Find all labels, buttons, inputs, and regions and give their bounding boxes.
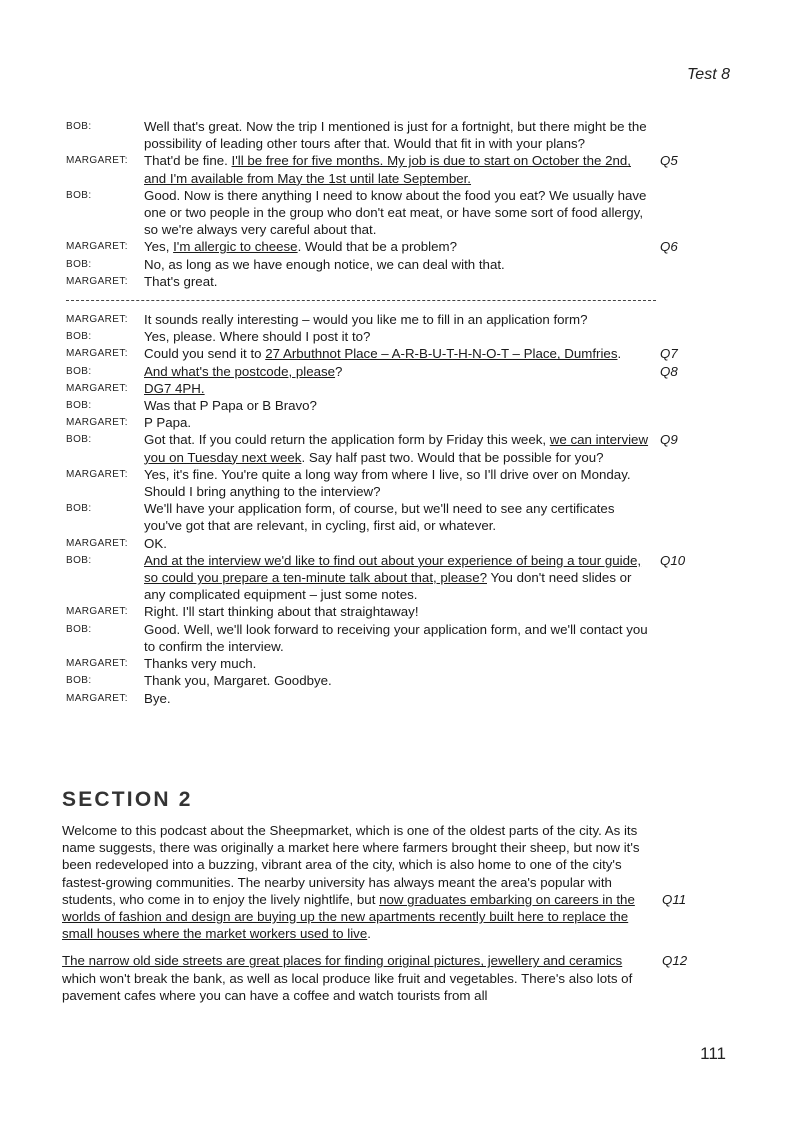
speaker-label: BOB:: [66, 189, 92, 201]
speaker-label: BOB:: [66, 365, 92, 377]
speech-block: [144, 397, 652, 414]
speech-text: You don't need slides or any complicated equipment – just some notes.: [144, 570, 632, 603]
dialogue-line: [66, 328, 736, 345]
dialogue-line: [66, 380, 736, 397]
speech-block: [144, 672, 652, 689]
section-body: [62, 822, 688, 1004]
speech-block: [144, 380, 652, 397]
speech-text: We'll have your application form, of course, but we'll need to see any certificates you've got that are relevant, in cycling, first aid, or whatever.: [144, 501, 615, 534]
speech-text: Thank you, Margaret. Goodbye.: [144, 673, 332, 689]
speech-block: [144, 345, 652, 362]
speech-block: [144, 690, 652, 707]
underlined-answer-text: we can interview you on Tuesday next week: [144, 432, 649, 465]
dialogue-line: [66, 414, 736, 431]
speech-block: [144, 466, 652, 500]
question-number: Q12: [662, 953, 688, 969]
dialogue-line: [66, 672, 736, 689]
speaker-label: BOB:: [66, 331, 92, 343]
dialogue-part-2: [66, 311, 736, 707]
underlined-answer-text: I'll be free for five months. My job is due to start on October the 2nd, and I'm available from May the 1st until late September.: [144, 153, 631, 186]
speaker-label: BOB:: [66, 503, 92, 515]
section-heading: SECTION 2: [62, 788, 193, 811]
speech-text: Got that. If you could return the application form by Friday this week,: [144, 432, 550, 448]
speech-text: That'd be fine.: [144, 153, 232, 169]
speech-block: [144, 118, 652, 152]
paragraph-text: [62, 952, 642, 1004]
speaker-label: MARGARET:: [66, 417, 128, 429]
speaker-label: BOB:: [66, 434, 92, 446]
speaker-label: MARGARET:: [66, 692, 128, 704]
dialogue-line: [66, 363, 736, 380]
dialogue-transcript: [66, 118, 736, 707]
speech-text: which won't break the bank, as well as local produce like fruit and vegetables. There's also lots of pavement cafes where you can have a coffee and watch tourists from all: [62, 970, 633, 1003]
dialogue-line: [66, 118, 736, 152]
speech-block: [144, 655, 652, 672]
speaker-label: BOB:: [66, 623, 92, 635]
dialogue-line: [66, 621, 736, 655]
speech-block: [144, 603, 652, 620]
speaker-label: BOB:: [66, 258, 92, 270]
dialogue-line: [66, 345, 736, 362]
speech-block: [144, 238, 652, 255]
speaker-label: MARGARET:: [66, 606, 128, 618]
speech-text: ?: [335, 363, 343, 379]
dialogue-line: [66, 535, 736, 552]
speech-block: [144, 414, 652, 431]
speech-text: Yes,: [144, 239, 174, 255]
speech-text: OK.: [144, 535, 167, 551]
speech-text: Was that P Papa or B Bravo?: [144, 398, 317, 414]
dialogue-line: [66, 152, 736, 186]
question-number: Q8: [660, 363, 678, 379]
speech-block: [144, 311, 652, 328]
speech-block: [144, 500, 652, 534]
dialogue-line: [66, 238, 736, 255]
speech-block: [144, 187, 652, 239]
question-number: Q7: [660, 346, 678, 362]
dialogue-line: [66, 552, 736, 604]
speaker-label: MARGARET:: [66, 314, 128, 326]
dialogue-line: [66, 690, 736, 707]
speech-text: Right. I'll start thinking about that straightaway!: [144, 604, 419, 620]
speaker-label: MARGARET:: [66, 658, 128, 670]
speech-text: Thanks very much.: [144, 656, 257, 672]
speech-text: Good. Now is there anything I need to know about the food you eat? We usually have one or two people in the group who don't eat meat, or have some sort of food allergy, so we're always very careful about that.: [144, 187, 647, 238]
speech-text: Bye.: [144, 690, 171, 706]
page-number: 111: [700, 1044, 726, 1063]
underlined-answer-text: I'm allergic to cheese: [173, 239, 298, 255]
dialogue-line: [66, 397, 736, 414]
speaker-label: MARGARET:: [66, 382, 128, 394]
dialogue-part-1: [66, 118, 736, 290]
dialogue-line: [66, 466, 736, 500]
dialogue-line: [66, 431, 736, 465]
speech-text: Yes, please. Where should I post it to?: [144, 329, 371, 345]
speech-block: [144, 363, 652, 380]
speech-text: No, as long as we have enough notice, we can deal with that.: [144, 256, 505, 272]
speaker-label: MARGARET:: [66, 155, 128, 167]
speech-text: . Say half past two. Would that be possible for you?: [301, 449, 604, 465]
speaker-label: BOB:: [66, 554, 92, 566]
speech-block: [144, 256, 652, 273]
speech-block: [144, 552, 652, 604]
dialogue-line: [66, 187, 736, 239]
speaker-label: MARGARET:: [66, 537, 128, 549]
underlined-answer-text: DG7 4PH.: [144, 380, 205, 396]
speech-text: . Would that be a problem?: [297, 239, 457, 255]
speaker-label: MARGARET:: [66, 241, 128, 253]
speech-block: [144, 152, 652, 186]
speech-block: [144, 621, 652, 655]
question-number: Q9: [660, 432, 678, 448]
paragraph: [62, 822, 687, 942]
dialogue-line: [66, 311, 736, 328]
speech-text: P Papa.: [144, 415, 192, 431]
dialogue-line: [66, 256, 736, 273]
speech-text: That's great.: [144, 273, 218, 289]
dialogue-line: [66, 500, 736, 534]
underlined-answer-text: now graduates embarking on careers in the worlds of fashion and design are buying up the new apartments recently built here to replace the small houses where the market workers used to live: [62, 891, 635, 942]
speech-text: Good. Well, we'll look forward to receiving your application form, and we'll contact you to confirm the interview.: [144, 621, 648, 654]
speaker-label: BOB:: [66, 121, 92, 132]
paragraph-text: [62, 822, 642, 942]
speech-text: Could you send it to: [144, 346, 266, 362]
speaker-label: MARGARET:: [66, 468, 128, 480]
underlined-answer-text: The narrow old side streets are great places for finding original pictures, jewellery and ceramics: [62, 953, 623, 969]
question-number: Q10: [660, 552, 686, 568]
dialogue-line: [66, 273, 736, 290]
dialogue-line: [66, 603, 736, 620]
test-label: Test 8: [687, 66, 730, 83]
speech-text: .: [367, 926, 371, 942]
speech-block: [144, 273, 652, 290]
underlined-answer-text: And what's the postcode, please: [144, 363, 336, 379]
speaker-label: BOB:: [66, 675, 92, 687]
speech-text: .: [617, 346, 622, 362]
speech-block: [144, 328, 652, 345]
speech-block: [144, 431, 652, 465]
question-number: Q5: [660, 153, 678, 169]
speech-text: Welcome to this podcast about the Sheepmarket, which is one of the oldest parts of the city. As its name suggests, there was originally a market here where farmers brought their sheep, but now it's been redeveloped into a buzzing, vibrant area of the city, which is also home to one of the city's fastest-growing communities. The nearby university has always meant the area's popular with students, who come in to enjoy the lively nightlife, but: [62, 823, 640, 907]
speaker-label: MARGARET:: [66, 348, 128, 360]
speech-text: Yes, it's fine. You're quite a long way from where I live, so I'll drive over on Monday. Should I bring anything to the interview?: [144, 466, 631, 500]
underlined-answer-text: And at the interview we'd like to find out about your experience of being a tour guide, so could you prepare a ten-minute talk about that, please?: [144, 552, 642, 586]
question-number: Q6: [660, 239, 678, 255]
speech-block: [144, 535, 652, 552]
dialogue-line: [66, 655, 736, 672]
speaker-label: MARGARET:: [66, 275, 128, 287]
question-number: Q11: [662, 891, 687, 907]
underlined-answer-text: 27 Arbuthnot Place – A-R-B-U-T-H-N-O-T – Place, Dumfries: [265, 346, 618, 362]
speech-text: Well that's great. Now the trip I mentioned is just for a fortnight, but there might be the possibility of leading other tours after that. Would that fit in with your plans?: [144, 119, 647, 152]
dashed-separator: [66, 300, 656, 301]
paragraph: [62, 952, 688, 1004]
speaker-label: BOB:: [66, 400, 92, 412]
speech-text: It sounds really interesting – would you like me to fill in an application form?: [144, 312, 588, 328]
